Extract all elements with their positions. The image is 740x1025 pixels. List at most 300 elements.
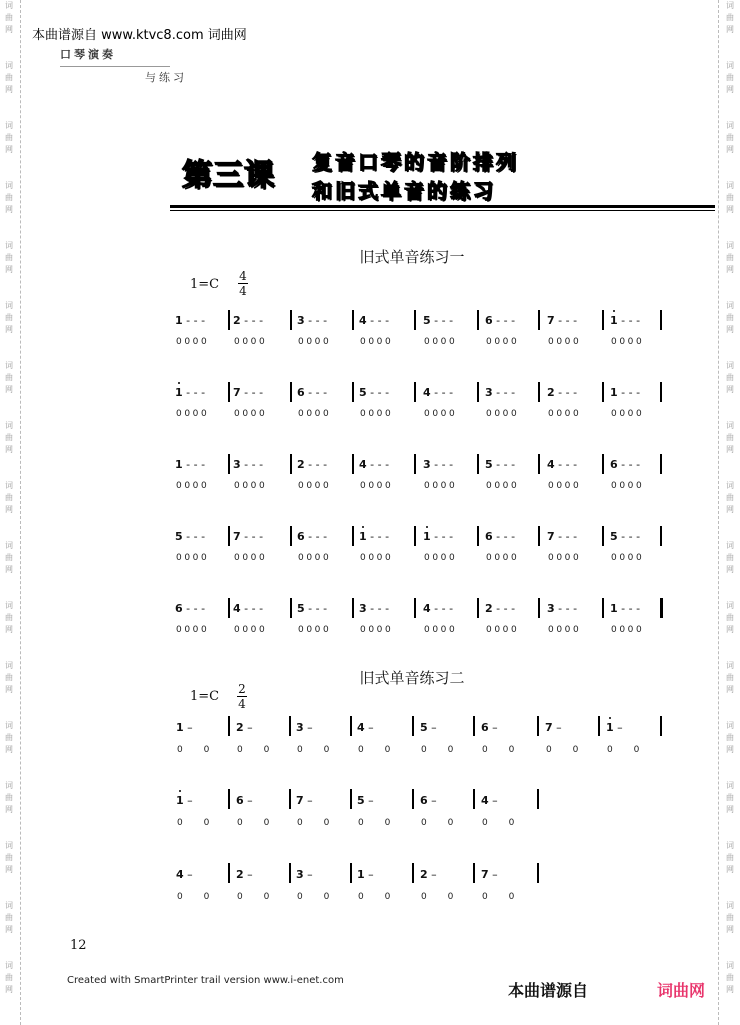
- note-digit: 5: [423, 314, 431, 327]
- watermark-char: 词: [5, 421, 13, 430]
- beat-pattern: 0 0: [546, 745, 588, 755]
- lesson-label: 第三课: [182, 158, 275, 193]
- barline: [414, 382, 416, 402]
- beat-pattern: 0 0: [237, 745, 279, 755]
- beat-pattern: 0000: [360, 481, 394, 491]
- watermark-gap: [3, 516, 15, 540]
- watermark-char: 曲: [726, 913, 734, 922]
- watermark-char: 词: [5, 721, 13, 730]
- watermark-char: 词: [726, 421, 734, 430]
- watermark-gap: [3, 456, 15, 480]
- watermark-char: 网: [5, 205, 13, 214]
- note: [359, 602, 389, 615]
- note-digit: 3: [547, 602, 555, 615]
- watermark-gap: [724, 756, 736, 780]
- note-digit: 4: [359, 314, 367, 327]
- barline: [602, 310, 604, 330]
- note-digit: 5: [175, 530, 183, 543]
- note-digit: 4: [423, 602, 431, 615]
- note-digit: 7: [545, 721, 553, 734]
- sustain-dashes: - - -: [182, 314, 206, 327]
- watermark-gap: [724, 336, 736, 360]
- watermark-char: 词: [5, 901, 13, 910]
- watermark-char: 网: [5, 85, 13, 94]
- note-digit: 5: [357, 794, 365, 807]
- high-octave-dot: [609, 717, 611, 719]
- sustain-dashes: - - -: [182, 458, 206, 471]
- note-digit: 1: [175, 386, 183, 399]
- beat-pattern: 0000: [548, 625, 582, 635]
- watermark-char: 网: [726, 85, 734, 94]
- note: [236, 868, 253, 881]
- note-digit: 1: [423, 530, 431, 543]
- note: [297, 458, 327, 471]
- watermark-column-left: [3, 0, 15, 1020]
- sustain-dashes: - - -: [366, 314, 390, 327]
- site-header-line: 本曲谱源自 www.ktvc8.com 词曲网: [32, 28, 247, 43]
- note: [547, 314, 577, 327]
- beat-pattern: 0000: [234, 553, 268, 563]
- barline: [228, 716, 230, 736]
- note-digit: 2: [233, 314, 241, 327]
- note: [236, 721, 253, 734]
- watermark-char: 曲: [5, 73, 13, 82]
- note: [423, 314, 453, 327]
- barline: [537, 789, 539, 809]
- note-digit: 3: [423, 458, 431, 471]
- note-digit: 7: [547, 530, 555, 543]
- barline: [602, 526, 604, 546]
- watermark-char: 词: [726, 61, 734, 70]
- note: [420, 868, 437, 881]
- sustain-dashes: –: [427, 721, 437, 734]
- watermark-char: 词: [726, 841, 734, 850]
- watermark-char: 网: [726, 325, 734, 334]
- watermark-char: 词: [5, 61, 13, 70]
- watermark-char: 词: [726, 481, 734, 490]
- sustain-dashes: - - -: [554, 458, 578, 471]
- lesson-title-line2: 和旧式单音的练习: [312, 179, 496, 203]
- footer-site-name: 词曲网: [657, 981, 706, 1000]
- barline: [352, 526, 354, 546]
- watermark-char: 词: [726, 661, 734, 670]
- watermark-gap: [724, 456, 736, 480]
- sustain-dashes: - - -: [617, 530, 641, 543]
- beat-pattern: 0000: [176, 553, 210, 563]
- note: [176, 868, 193, 881]
- watermark-char: 网: [726, 625, 734, 634]
- beat-pattern: 0 0: [177, 818, 219, 828]
- barline: [412, 789, 414, 809]
- watermark-char: 曲: [726, 553, 734, 562]
- note: [420, 721, 437, 734]
- note-digit: 1: [176, 794, 184, 807]
- barline: [538, 598, 540, 618]
- beat-pattern: 0000: [486, 337, 520, 347]
- watermark-char: 曲: [726, 73, 734, 82]
- watermark-char: 曲: [726, 193, 734, 202]
- barline: [473, 863, 475, 883]
- note-digit: 7: [296, 794, 304, 807]
- sustain-dashes: - - -: [240, 458, 264, 471]
- barline: [352, 598, 354, 618]
- beat-pattern: 0000: [424, 337, 458, 347]
- beat-pattern: 0000: [176, 409, 210, 419]
- barline: [602, 598, 604, 618]
- watermark-column-right: [724, 0, 736, 1020]
- beat-pattern: 0 0: [482, 745, 524, 755]
- sustain-dashes: - - -: [554, 530, 578, 543]
- note-digit: 6: [175, 602, 183, 615]
- barline: [228, 310, 230, 330]
- watermark-char: 网: [726, 445, 734, 454]
- sustain-dashes: - - -: [304, 602, 328, 615]
- note: [610, 530, 640, 543]
- high-octave-dot: [426, 526, 428, 528]
- note: [297, 314, 327, 327]
- sustain-dashes: –: [427, 868, 437, 881]
- watermark-gap: [3, 756, 15, 780]
- barline: [289, 789, 291, 809]
- watermark-char: 词: [5, 541, 13, 550]
- beat-pattern: 0 0: [237, 892, 279, 902]
- note-digit: 7: [233, 530, 241, 543]
- note-digit: 1: [357, 868, 365, 881]
- barline: [290, 382, 292, 402]
- barline: [352, 310, 354, 330]
- note-digit: 6: [481, 721, 489, 734]
- barline: [228, 382, 230, 402]
- beat-pattern: 0 0: [421, 745, 463, 755]
- beat-pattern: 0 0: [358, 745, 400, 755]
- note: [547, 530, 577, 543]
- watermark-char: 词: [5, 661, 13, 670]
- sustain-dashes: - - -: [492, 386, 516, 399]
- note: [296, 721, 313, 734]
- beat-pattern: 0000: [360, 625, 394, 635]
- note: [176, 721, 193, 734]
- watermark-char: 词: [726, 901, 734, 910]
- watermark-char: 网: [5, 625, 13, 634]
- barline: [537, 863, 539, 883]
- note: [547, 458, 577, 471]
- sustain-dashes: - - -: [554, 314, 578, 327]
- watermark-char: 词: [726, 361, 734, 370]
- beat-pattern: 0000: [424, 553, 458, 563]
- watermark-char: 词: [726, 601, 734, 610]
- barline: [290, 454, 292, 474]
- watermark-char: 曲: [726, 253, 734, 262]
- beat-pattern: 0000: [548, 409, 582, 419]
- exercise2-key-signature: 1=C: [190, 689, 220, 704]
- note-digit: 5: [610, 530, 618, 543]
- sustain-dashes: - - -: [304, 530, 328, 543]
- note-digit: 3: [296, 721, 304, 734]
- sustain-dashes: - - -: [304, 314, 328, 327]
- beat-pattern: 0 0: [482, 892, 524, 902]
- note-digit: 1: [176, 721, 184, 734]
- note-digit: 3: [233, 458, 241, 471]
- watermark-char: 曲: [5, 133, 13, 142]
- barline: [290, 598, 292, 618]
- sustain-dashes: - - -: [304, 458, 328, 471]
- watermark-char: 网: [726, 385, 734, 394]
- note: [423, 386, 453, 399]
- beat-pattern: 0 0: [358, 892, 400, 902]
- watermark-char: 曲: [5, 373, 13, 382]
- watermark-char: 网: [5, 325, 13, 334]
- barline: [538, 382, 540, 402]
- watermark-gap: [3, 876, 15, 900]
- sustain-dashes: - - -: [240, 314, 264, 327]
- heading-rule-thin: [170, 210, 715, 211]
- sustain-dashes: - - -: [492, 314, 516, 327]
- watermark-gap: [724, 576, 736, 600]
- watermark-char: 网: [726, 985, 734, 994]
- sustain-dashes: - - -: [430, 386, 454, 399]
- sustain-dashes: - - -: [430, 458, 454, 471]
- barline: [412, 716, 414, 736]
- note: [485, 314, 515, 327]
- watermark-char: 词: [726, 721, 734, 730]
- note: [175, 314, 205, 327]
- watermark-char: 曲: [726, 613, 734, 622]
- watermark-char: 曲: [726, 733, 734, 742]
- beat-pattern: 0 0: [237, 818, 279, 828]
- note: [420, 794, 437, 807]
- sustain-dashes: –: [488, 721, 498, 734]
- barline: [412, 863, 414, 883]
- barline: [228, 598, 230, 618]
- watermark-char: 词: [5, 841, 13, 850]
- note-digit: 5: [359, 386, 367, 399]
- beat-pattern: 0 0: [177, 892, 219, 902]
- watermark-char: 网: [726, 805, 734, 814]
- book-title: 口琴演奏: [60, 48, 116, 61]
- note-digit: 3: [485, 386, 493, 399]
- barline: [477, 310, 479, 330]
- note: [359, 458, 389, 471]
- watermark-char: 曲: [726, 133, 734, 142]
- watermark-char: 曲: [726, 853, 734, 862]
- barline: [537, 716, 539, 736]
- watermark-char: 词: [5, 961, 13, 970]
- sustain-dashes: –: [183, 794, 193, 807]
- barline: [414, 310, 416, 330]
- sustain-dashes: - - -: [304, 386, 328, 399]
- note: [233, 530, 263, 543]
- barline: [350, 789, 352, 809]
- watermark-char: 网: [5, 445, 13, 454]
- high-octave-dot: [178, 382, 180, 384]
- watermark-char: 网: [726, 685, 734, 694]
- sustain-dashes: - - -: [617, 458, 641, 471]
- barline: [414, 598, 416, 618]
- sustain-dashes: –: [243, 721, 253, 734]
- note-digit: 1: [610, 314, 618, 327]
- beat-pattern: 0000: [424, 481, 458, 491]
- note: [175, 602, 205, 615]
- sustain-dashes: –: [488, 868, 498, 881]
- note-digit: 7: [547, 314, 555, 327]
- exercise2-title: 旧式单音练习二: [359, 669, 465, 687]
- barline: [228, 526, 230, 546]
- watermark-char: 网: [726, 25, 734, 34]
- note: [610, 386, 640, 399]
- barline: [477, 526, 479, 546]
- barline: [290, 526, 292, 546]
- barline: [538, 310, 540, 330]
- watermark-char: 词: [726, 241, 734, 250]
- watermark-gap: [724, 696, 736, 720]
- watermark-char: 词: [5, 1, 13, 10]
- watermark-char: 曲: [726, 313, 734, 322]
- beat-pattern: 0000: [234, 337, 268, 347]
- barline: [598, 716, 600, 736]
- note-digit: 6: [485, 314, 493, 327]
- note-digit: 1: [175, 458, 183, 471]
- note-digit: 2: [420, 868, 428, 881]
- barline: [602, 454, 604, 474]
- note: [423, 458, 453, 471]
- beat-pattern: 0000: [298, 409, 332, 419]
- watermark-gap: [724, 36, 736, 60]
- sustain-dashes: –: [243, 868, 253, 881]
- beat-pattern: 0000: [611, 337, 645, 347]
- beat-pattern: 0000: [298, 337, 332, 347]
- note-digit: 2: [547, 386, 555, 399]
- watermark-char: 网: [726, 565, 734, 574]
- barline: [602, 382, 604, 402]
- beat-pattern: 0 0: [421, 818, 463, 828]
- note: [296, 794, 313, 807]
- watermark-char: 网: [726, 505, 734, 514]
- beat-pattern: 0000: [611, 409, 645, 419]
- note: [481, 721, 498, 734]
- note-digit: 1: [359, 530, 367, 543]
- beat-pattern: 0 0: [421, 892, 463, 902]
- note: [233, 386, 263, 399]
- note: [485, 602, 515, 615]
- note: [357, 868, 374, 881]
- sustain-dashes: - - -: [430, 314, 454, 327]
- beat-pattern: 0000: [611, 553, 645, 563]
- watermark-char: 曲: [5, 313, 13, 322]
- watermark-char: 曲: [726, 673, 734, 682]
- watermark-gap: [3, 396, 15, 420]
- watermark-char: 曲: [5, 793, 13, 802]
- watermark-gap: [724, 636, 736, 660]
- watermark-char: 网: [5, 565, 13, 574]
- barline: [290, 310, 292, 330]
- note: [485, 458, 515, 471]
- beat-pattern: 0000: [611, 481, 645, 491]
- barline: [228, 454, 230, 474]
- sustain-dashes: - - -: [617, 386, 641, 399]
- beat-pattern: 0000: [486, 625, 520, 635]
- watermark-char: 曲: [5, 733, 13, 742]
- watermark-gap: [3, 636, 15, 660]
- note-digit: 6: [297, 386, 305, 399]
- watermark-gap: [724, 96, 736, 120]
- barline: [660, 716, 662, 736]
- note-digit: 2: [297, 458, 305, 471]
- watermark-char: 曲: [5, 613, 13, 622]
- watermark-char: 词: [726, 301, 734, 310]
- beat-pattern: 0000: [611, 625, 645, 635]
- watermark-gap: [724, 516, 736, 540]
- watermark-char: 网: [726, 865, 734, 874]
- note: [606, 721, 623, 734]
- watermark-gap: [3, 816, 15, 840]
- note: [236, 794, 253, 807]
- barline: [228, 789, 230, 809]
- note: [175, 386, 205, 399]
- barline: [473, 716, 475, 736]
- note-digit: 6: [420, 794, 428, 807]
- watermark-char: 词: [726, 781, 734, 790]
- note-digit: 2: [485, 602, 493, 615]
- note: [175, 530, 205, 543]
- watermark-char: 词: [5, 121, 13, 130]
- sustain-dashes: - - -: [366, 386, 390, 399]
- exercise1-title: 旧式单音练习一: [359, 248, 465, 266]
- note-digit: 4: [357, 721, 365, 734]
- note: [481, 868, 498, 881]
- watermark-char: 词: [5, 361, 13, 370]
- watermark-gap: [3, 156, 15, 180]
- sustain-dashes: –: [243, 794, 253, 807]
- exercise1-key-signature: 1=C: [190, 277, 220, 292]
- exercise1-time-signature: 4 4: [239, 269, 247, 298]
- watermark-gap: [3, 336, 15, 360]
- note-digit: 1: [610, 386, 618, 399]
- exercise2-time-signature: 2 4: [238, 682, 246, 711]
- note-digit: 6: [485, 530, 493, 543]
- watermark-gap: [3, 216, 15, 240]
- beat-pattern: 0 0: [482, 818, 524, 828]
- sustain-dashes: - - -: [430, 530, 454, 543]
- note-digit: 3: [297, 314, 305, 327]
- watermark-char: 网: [5, 925, 13, 934]
- watermark-char: 曲: [726, 433, 734, 442]
- barline: [473, 789, 475, 809]
- beat-pattern: 0000: [234, 409, 268, 419]
- barline: [660, 382, 662, 402]
- watermark-char: 曲: [5, 253, 13, 262]
- watermark-char: 曲: [5, 193, 13, 202]
- beat-pattern: 0000: [360, 337, 394, 347]
- watermark-char: 词: [5, 781, 13, 790]
- barline: [350, 863, 352, 883]
- watermark-char: 词: [726, 541, 734, 550]
- watermark-char: 曲: [726, 793, 734, 802]
- sustain-dashes: - - -: [366, 530, 390, 543]
- watermark-gap: [3, 96, 15, 120]
- beat-pattern: 0000: [548, 337, 582, 347]
- note: [481, 794, 498, 807]
- sustain-dashes: - - -: [182, 602, 206, 615]
- note-digit: 4: [176, 868, 184, 881]
- note: [357, 794, 374, 807]
- sustain-dashes: –: [364, 721, 374, 734]
- barline: [477, 382, 479, 402]
- barline: [352, 454, 354, 474]
- note: [610, 602, 640, 615]
- note: [297, 530, 327, 543]
- beat-pattern: 0000: [234, 481, 268, 491]
- high-octave-dot: [613, 310, 615, 312]
